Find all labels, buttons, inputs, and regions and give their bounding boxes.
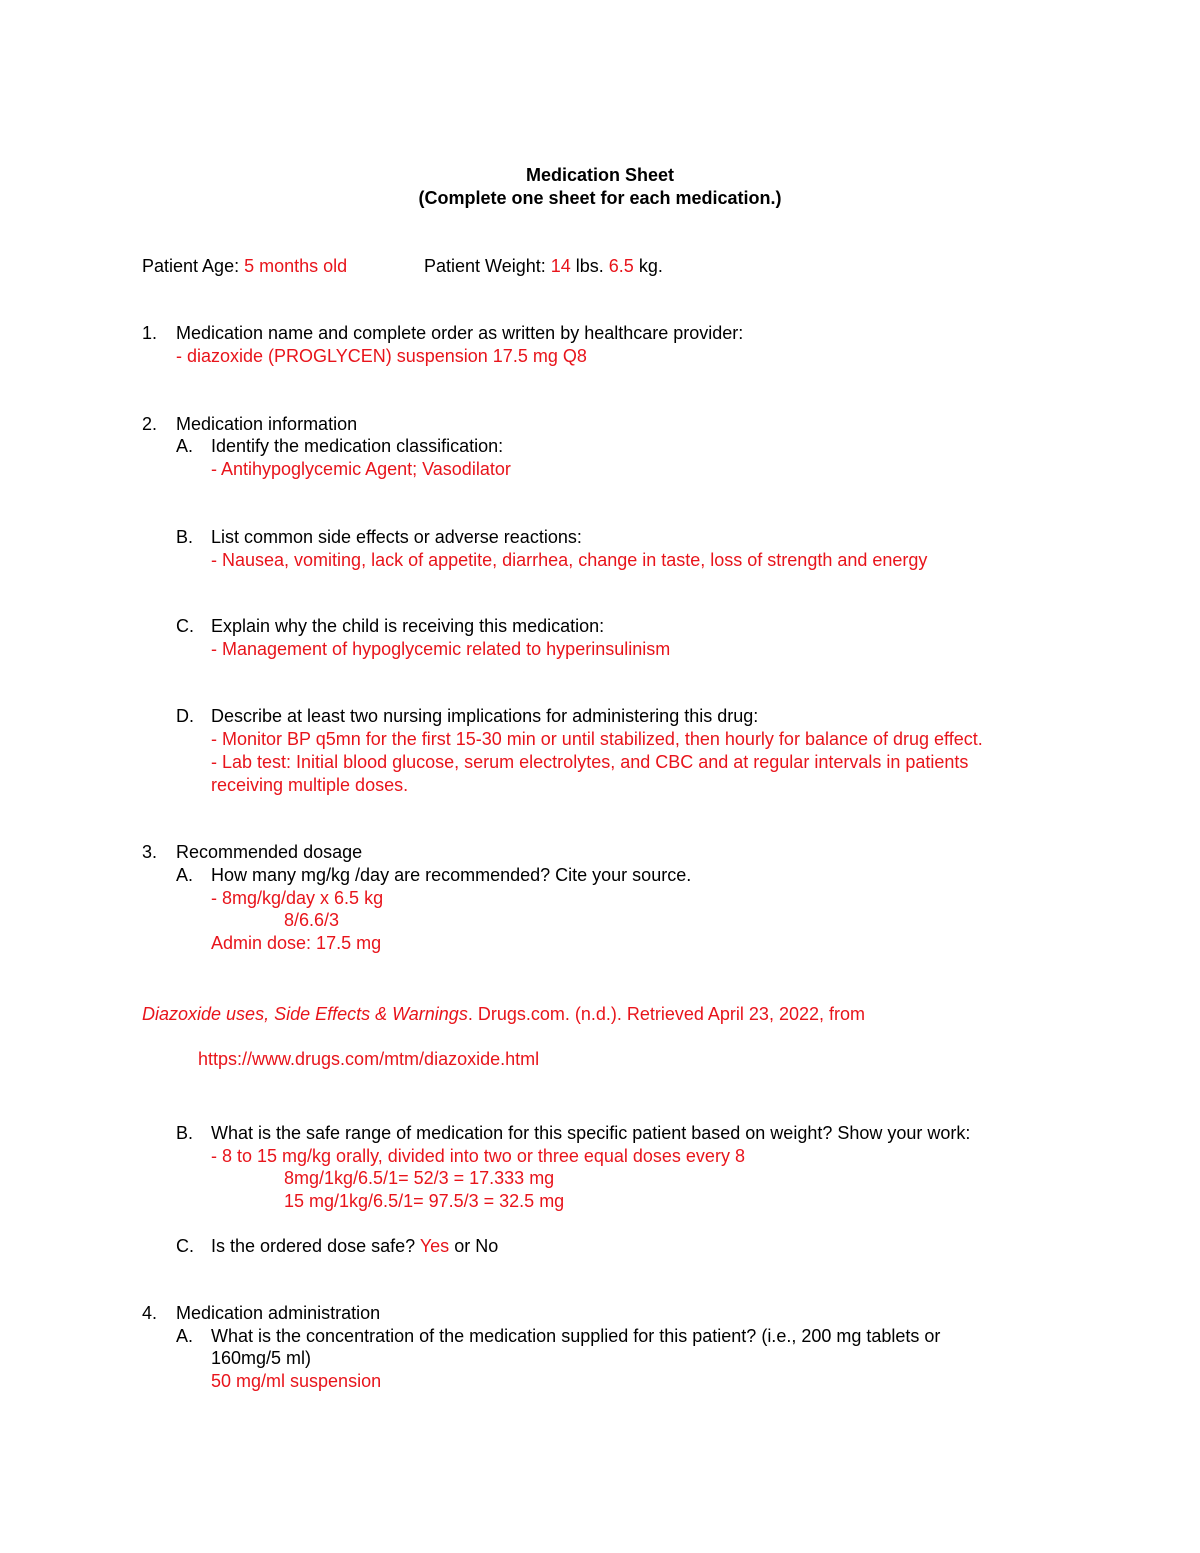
q3b-letter: B. — [176, 1123, 194, 1143]
q2c-answer: - Management of hypoglycemic related to hyperinsulinism — [211, 639, 671, 659]
q3c-or-no: or No — [449, 1236, 499, 1256]
q3c-yes: Yes — [419, 1236, 450, 1256]
q2-prompt: Medication information — [176, 414, 358, 434]
q2a-letter: A. — [176, 436, 194, 456]
q4a-letter: A. — [176, 1326, 194, 1346]
q1-prompt: Medication name and complete order as written by healthcare provider: — [176, 323, 744, 343]
q2d-letter: D. — [176, 706, 194, 726]
q2b-answer: - Nausea, vomiting, lack of appetite, diarrhea, change in taste, loss of strength and energy — [211, 550, 928, 570]
citation-url[interactable]: https://www.drugs.com/mtm/diazoxide.html — [198, 1049, 540, 1069]
q2d-prompt: Describe at least two nursing implications for administering this drug: — [211, 706, 759, 726]
q3a-calc-1: - 8mg/kg/day x 6.5 kg — [211, 888, 384, 908]
q2b-prompt: List common side effects or adverse reactions: — [211, 527, 582, 547]
patient-weight-label: Patient Weight: — [424, 256, 551, 276]
q2c-letter: C. — [176, 616, 194, 636]
q3-prompt: Recommended dosage — [176, 842, 363, 862]
q3b-answer-2: 8mg/1kg/6.5/1= 52/3 = 17.333 mg — [284, 1168, 555, 1188]
patient-weight-lbs: 14 — [550, 256, 571, 276]
q3a-calc-3: Admin dose: 17.5 mg — [211, 933, 382, 953]
q3a-prompt: How many mg/kg /day are recommended? Cite your source. — [211, 865, 692, 885]
q4-prompt: Medication administration — [176, 1303, 381, 1323]
page-subtitle: (Complete one sheet for each medication.) — [418, 188, 782, 208]
kg-unit: kg. — [633, 256, 663, 276]
citation — [142, 1003, 865, 1026]
q3c-letter: C. — [176, 1236, 194, 1256]
q3c-prompt: Is the ordered dose safe? — [211, 1236, 420, 1256]
patient-age — [142, 255, 347, 278]
q3c-line — [211, 1235, 498, 1258]
q4a-prompt-2: 160mg/5 ml) — [211, 1348, 312, 1368]
citation-title: Diazoxide uses, Side Effects & Warnings — [142, 1004, 468, 1024]
page-title: Medication Sheet — [525, 165, 675, 185]
q2d-answer-2a: - Lab test: Initial blood glucose, serum electrolytes, and CBC and at regular intervals in patients — [211, 752, 969, 772]
lbs-unit: lbs. — [570, 256, 609, 276]
q1-number: 1. — [142, 323, 158, 343]
q4a-prompt-1: What is the concentration of the medication supplied for this patient? (i.e., 200 mg tablets or — [211, 1326, 941, 1346]
q3b-answer-3: 15 mg/1kg/6.5/1= 97.5/3 = 32.5 mg — [284, 1191, 565, 1211]
q3b-answer-1: - 8 to 15 mg/kg orally, divided into two or three equal doses every 8 — [211, 1146, 745, 1166]
q2a-prompt: Identify the medication classification: — [211, 436, 504, 456]
patient-weight — [424, 255, 663, 278]
q3a-calc-2: 8/6.6/3 — [284, 910, 340, 930]
q3a-letter: A. — [176, 865, 194, 885]
q3b-prompt: What is the safe range of medication for this specific patient based on weight? Show your work: — [211, 1123, 971, 1143]
q1-answer: - diazoxide (PROGLYCEN) suspension 17.5 mg Q8 — [176, 346, 587, 366]
q2c-prompt: Explain why the child is receiving this medication: — [211, 616, 605, 636]
q2d-answer-1: - Monitor BP q5mn for the first 15-30 min or until stabilized, then hourly for balance of drug effect. — [211, 729, 983, 749]
citation-rest: . Drugs.com. (n.d.). Retrieved April 23, 2022, from — [467, 1004, 865, 1024]
patient-age-label: Patient Age: — [142, 256, 245, 276]
q2d-answer-2b: receiving multiple doses. — [211, 775, 409, 795]
q2-number: 2. — [142, 414, 158, 434]
patient-age-value: 5 months old — [244, 256, 348, 276]
q3-number: 3. — [142, 842, 158, 862]
q4-number: 4. — [142, 1303, 158, 1323]
q4a-answer: 50 mg/ml suspension — [211, 1371, 382, 1391]
patient-weight-kg: 6.5 — [608, 256, 634, 276]
q2a-answer: - Antihypoglycemic Agent; Vasodilator — [211, 459, 511, 479]
q2b-letter: B. — [176, 527, 194, 547]
